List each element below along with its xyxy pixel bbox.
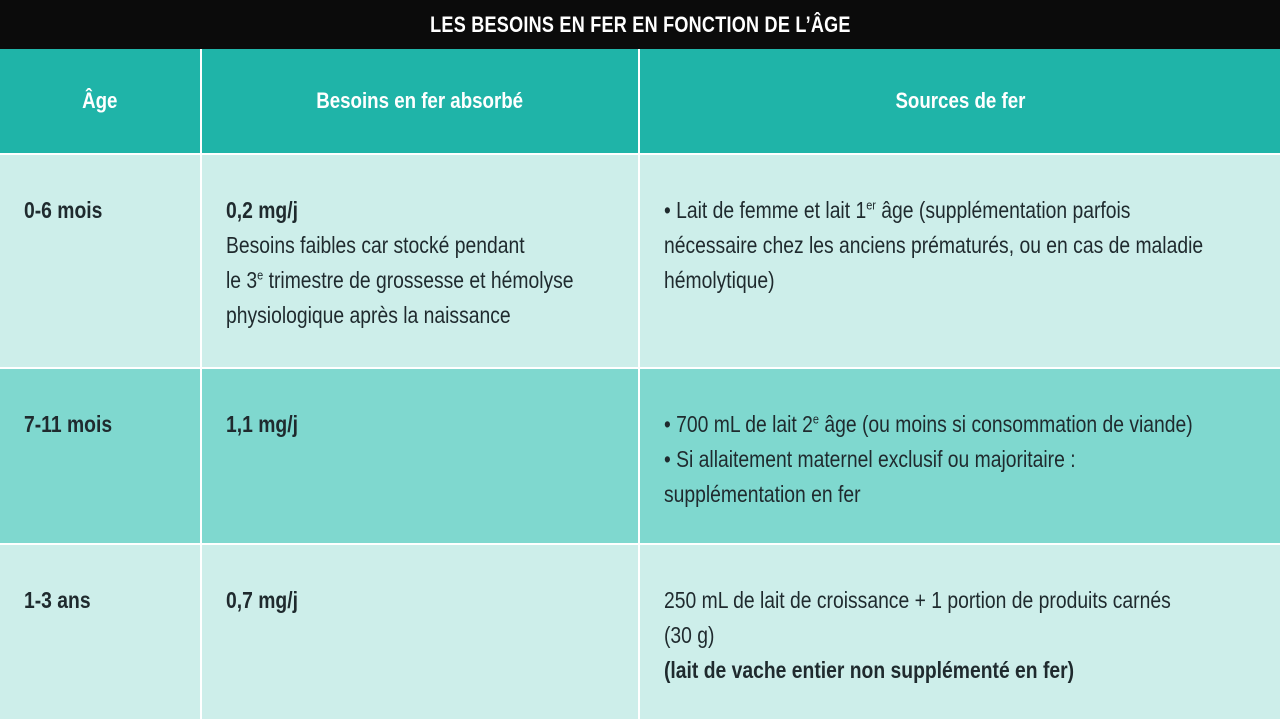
sources-line: hémolytique): [664, 267, 775, 293]
besoins-cell: [201, 544, 639, 719]
sources-cell: [639, 368, 1280, 544]
besoins-note-line: physiologique après la naissance: [226, 302, 511, 328]
sources-line: nécessaire chez les anciens prématurés, ou en cas de maladie: [664, 232, 1204, 258]
table-title: LES BESOINS EN FER EN FONCTION DE L’ÂGE: [429, 11, 851, 37]
title-bar: [0, 0, 1280, 49]
header-sources: Sources de fer: [639, 49, 1280, 154]
sources-line: (lait de vache entier non supplémenté en fer): [664, 657, 1075, 683]
table-row: [0, 544, 1280, 719]
table-row: [0, 368, 1280, 544]
besoins-value: 1,1 mg/j: [226, 411, 298, 437]
sources-line: • Si allaitement maternel exclusif ou majoritaire :: [664, 446, 1076, 472]
sources-line: (30 g): [664, 622, 715, 648]
age-cell: 0-6 mois: [0, 154, 201, 368]
sources-line: • Lait de femme et lait 1er âge (supplémentation parfois: [664, 197, 1131, 223]
header-age: Âge: [0, 49, 201, 154]
sources-cell: [639, 544, 1280, 719]
header-besoins: Besoins en fer absorbé: [201, 49, 639, 154]
header-row: [0, 49, 1280, 154]
besoins-cell: [201, 154, 639, 368]
age-cell: 1-3 ans: [0, 544, 201, 719]
age-cell: 7-11 mois: [0, 368, 201, 544]
besoins-value: 0,2 mg/j: [226, 197, 298, 223]
sources-cell: [639, 154, 1280, 368]
besoins-value: 0,7 mg/j: [226, 587, 298, 613]
table-row: [0, 154, 1280, 368]
sources-line: • 700 mL de lait 2e âge (ou moins si consommation de viande): [664, 411, 1193, 437]
besoins-note-line: Besoins faibles car stocké pendant: [226, 232, 525, 258]
besoins-cell: [201, 368, 639, 544]
iron-needs-table: [0, 49, 1280, 719]
besoins-note-line: le 3e trimestre de grossesse et hémolyse: [226, 267, 574, 293]
sources-line: 250 mL de lait de croissance + 1 portion de produits carnés: [664, 587, 1171, 613]
sources-line: supplémentation en fer: [664, 481, 861, 507]
